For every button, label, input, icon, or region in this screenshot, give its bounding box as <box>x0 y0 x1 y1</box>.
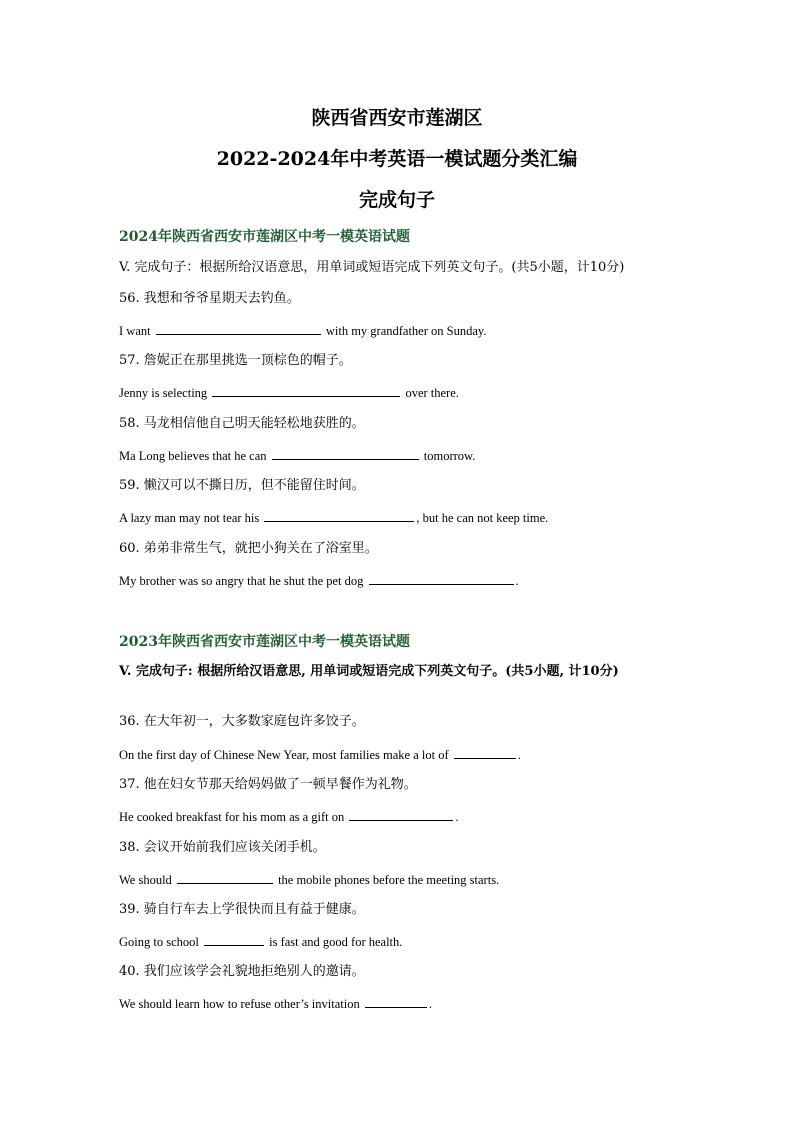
answer-blank[interactable] <box>204 932 264 946</box>
question-39-en: Going to school is fast and good for health. <box>119 932 402 951</box>
question-59-en: A lazy man may not tear his , but he can not keep time. <box>119 508 548 527</box>
question-39-cn: 39. 骑自行车去上学很快而且有益于健康。 <box>119 902 365 917</box>
section-heading-2023: 2023年陕西省西安市莲湖区中考一模英语试题 <box>119 634 410 650</box>
question-58-cn: 58. 马龙相信他自己明天能轻松地获胜的。 <box>119 416 365 431</box>
question-57-en: Jenny is selecting over there. <box>119 383 459 402</box>
answer-blank[interactable] <box>177 870 273 884</box>
question-56-en: I want with my grandfather on Sunday. <box>119 321 486 340</box>
question-60-en: My brother was so angry that he shut the pet dog . <box>119 571 519 590</box>
answer-blank[interactable] <box>156 321 321 335</box>
question-38-cn: 38. 会议开始前我们应该关闭手机。 <box>119 840 326 855</box>
answer-blank[interactable] <box>264 508 414 522</box>
question-60-cn: 60. 弟弟非常生气，就把小狗关在了浴室里。 <box>119 541 378 556</box>
question-36-cn: 36. 在大年初一，大多数家庭包许多饺子。 <box>119 714 365 729</box>
instruction-2023: V. 完成句子: 根据所给汉语意思, 用单词或短语完成下列英文句子。(共5小题, 计10分) <box>119 664 619 679</box>
question-58-en: Ma Long believes that he can tomorrow. <box>119 446 475 465</box>
answer-blank[interactable] <box>212 383 400 397</box>
answer-blank[interactable] <box>369 571 514 585</box>
question-38-en: We should the mobile phones before the meeting starts. <box>119 870 499 889</box>
question-56-cn: 56. 我想和爷爷星期天去钓鱼。 <box>119 291 300 306</box>
answer-blank[interactable] <box>454 745 516 759</box>
question-37-cn: 37. 他在妇女节那天给妈妈做了一顿早餐作为礼物。 <box>119 777 417 792</box>
title-topic: 完成句子 <box>358 189 435 211</box>
question-37-en: He cooked breakfast for his mom as a gift on . <box>119 807 459 826</box>
question-57-cn: 57. 詹妮正在那里挑选一顶棕色的帽子。 <box>119 353 352 368</box>
answer-blank[interactable] <box>272 446 419 460</box>
question-36-en: On the first day of Chinese New Year, most families make a lot of . <box>119 745 521 764</box>
title-region: 陕西省西安市莲湖区 <box>311 107 483 129</box>
question-59-cn: 59. 懒汉可以不撕日历，但不能留住时间。 <box>119 478 365 493</box>
answer-blank[interactable] <box>349 807 453 821</box>
instruction-2024: V. 完成句子：根据所给汉语意思，用单词或短语完成下列英文句子。(共5小题，计10分) <box>119 260 625 275</box>
title-main: 2022-2024年中考英语一模试题分类汇编 <box>216 148 578 170</box>
question-40-cn: 40. 我们应该学会礼貌地拒绝别人的邀请。 <box>119 964 365 979</box>
question-40-en: We should learn how to refuse other’s invitation . <box>119 994 432 1013</box>
section-heading-2024: 2024年陕西省西安市莲湖区中考一模英语试题 <box>119 229 410 245</box>
answer-blank[interactable] <box>365 994 427 1008</box>
